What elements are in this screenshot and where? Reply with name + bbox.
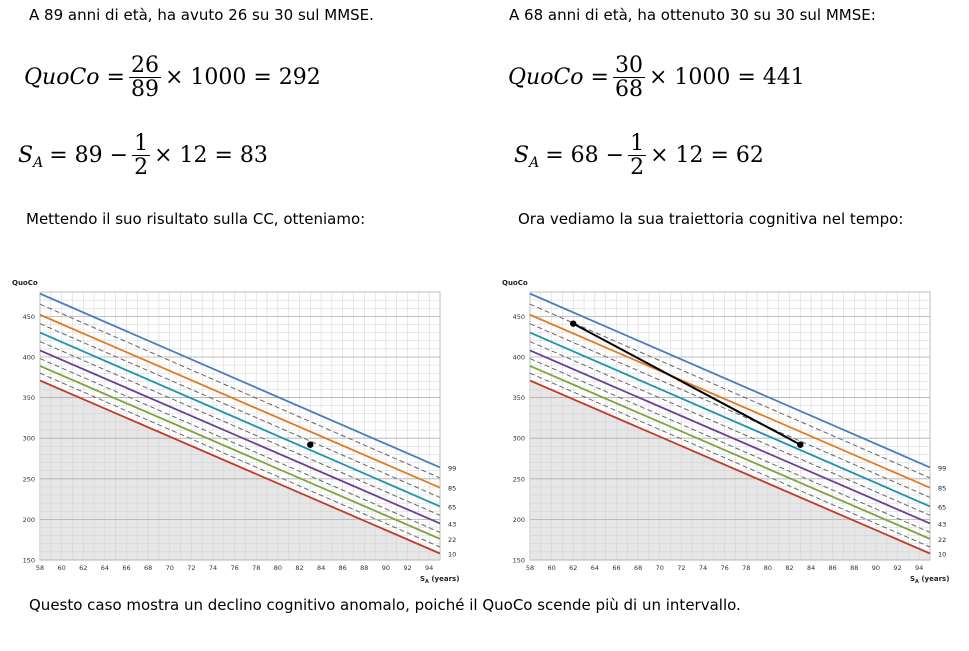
sa-subscript: A <box>529 154 540 171</box>
fraction-numerator: 26 <box>130 53 159 78</box>
x-tick-label: 66 <box>122 564 131 572</box>
x-tick-label: 84 <box>806 564 816 572</box>
x-tick-label: 86 <box>338 564 347 572</box>
x-tick-label: 94 <box>425 564 434 572</box>
x-tick-label: 88 <box>850 564 859 572</box>
x-tick-label: 68 <box>143 564 153 572</box>
x-tick-label: 74 <box>208 564 218 572</box>
x-tick-label: 78 <box>252 564 261 572</box>
x-tick-label: 60 <box>547 564 556 572</box>
sa-symbol: S <box>514 143 530 169</box>
x-tick-label: 74 <box>698 564 708 572</box>
equals-sign: = <box>583 65 609 91</box>
percentile-label: 10 <box>448 550 457 559</box>
fraction <box>628 132 646 179</box>
fraction-numerator: 30 <box>614 53 643 78</box>
percentile-label: 22 <box>938 535 947 544</box>
x-axis-label: $S_A$ (years) <box>910 575 950 585</box>
percentile-label: 85 <box>938 484 947 493</box>
x-tick-label: 76 <box>230 564 239 572</box>
x-tick-label: 90 <box>381 564 391 572</box>
quoco-symbol: QuoCo <box>24 65 100 91</box>
y-tick-label: 300 <box>22 434 35 443</box>
x-tick-label: 66 <box>612 564 621 572</box>
fraction-numerator: 1 <box>630 131 645 156</box>
x-tick-label: 82 <box>785 564 794 572</box>
left-caption: Mettendo il suo risultato sulla CC, otteniamo: <box>26 210 366 228</box>
fraction-denominator: 2 <box>134 155 149 181</box>
x-tick-label: 80 <box>763 564 772 572</box>
x-tick-label: 64 <box>590 564 600 572</box>
y-tick-label: 150 <box>22 556 35 565</box>
x-tick-label: 68 <box>633 564 643 572</box>
x-tick-label: 80 <box>273 564 282 572</box>
cognitive-chart-right <box>500 270 969 590</box>
percentile-label: 65 <box>448 503 457 512</box>
x-tick-label: 82 <box>295 564 304 572</box>
x-tick-label: 62 <box>569 564 578 572</box>
equation-tail: × 1000 = 441 <box>648 65 805 91</box>
x-tick-label: 60 <box>57 564 66 572</box>
fraction-numerator: 1 <box>134 131 149 156</box>
y-tick-label: 200 <box>22 515 35 524</box>
right-heading: A 68 anni di età, ha ottenuto 30 su 30 sul MMSE: <box>509 6 876 24</box>
y-tick-label: 400 <box>22 353 35 362</box>
x-tick-label: 92 <box>893 564 902 572</box>
x-tick-label: 70 <box>655 564 664 572</box>
fraction-denominator: 2 <box>630 155 645 181</box>
percentile-label: 43 <box>448 520 457 529</box>
percentile-label: 43 <box>938 520 947 529</box>
fraction-denominator: 89 <box>130 77 159 103</box>
sa-subscript: A <box>33 154 44 171</box>
conclusion-text: Questo caso mostra un declino cognitivo anomalo, poiché il QuoCo scende più di un intervallo. <box>29 596 741 614</box>
y-tick-label: 400 <box>512 353 525 362</box>
percentile-label: 99 <box>448 464 457 473</box>
x-tick-label: 92 <box>403 564 412 572</box>
x-tick-label: 72 <box>187 564 196 572</box>
right-quoco-equation <box>508 54 805 101</box>
x-tick-label: 62 <box>79 564 88 572</box>
equation-middle: = 89 − <box>49 143 129 169</box>
x-tick-label: 72 <box>677 564 686 572</box>
x-tick-label: 84 <box>316 564 326 572</box>
percentile-label: 65 <box>938 503 947 512</box>
x-tick-label: 78 <box>742 564 751 572</box>
y-axis-label: QuoCo <box>12 279 38 287</box>
left-sa-equation <box>18 132 268 179</box>
percentile-label: 10 <box>938 550 947 559</box>
y-tick-label: 250 <box>22 475 35 484</box>
y-tick-label: 450 <box>22 312 35 321</box>
x-tick-label: 94 <box>915 564 924 572</box>
x-axis-label: $S_A$ (years) <box>420 575 460 585</box>
y-tick-label: 150 <box>512 556 525 565</box>
sa-symbol: S <box>18 143 34 169</box>
x-tick-label: 90 <box>871 564 881 572</box>
right-sa-equation <box>514 132 764 179</box>
y-tick-label: 300 <box>512 434 525 443</box>
x-tick-label: 76 <box>720 564 729 572</box>
percentile-label: 22 <box>448 535 457 544</box>
left-heading: A 89 anni di età, ha avuto 26 su 30 sul MMSE. <box>29 6 374 24</box>
x-tick-label: 58 <box>35 564 45 572</box>
data-point <box>307 441 313 447</box>
x-tick-label: 88 <box>360 564 369 572</box>
y-tick-label: 350 <box>512 394 525 403</box>
y-tick-label: 200 <box>512 515 525 524</box>
data-point <box>570 320 576 326</box>
quoco-symbol: QuoCo <box>508 65 584 91</box>
x-tick-label: 86 <box>828 564 837 572</box>
y-tick-label: 250 <box>512 475 525 484</box>
right-caption: Ora vediamo la sua traiettoria cognitiva nel tempo: <box>518 210 904 228</box>
percentile-label: 99 <box>938 464 947 473</box>
fraction-denominator: 68 <box>614 77 643 103</box>
equation-tail: × 12 = 62 <box>650 143 764 169</box>
equals-sign: = <box>99 65 125 91</box>
x-tick-label: 58 <box>525 564 535 572</box>
y-axis-label: QuoCo <box>502 279 528 287</box>
x-tick-label: 70 <box>165 564 174 572</box>
x-tick-label: 64 <box>100 564 110 572</box>
fraction <box>132 132 150 179</box>
fraction <box>129 54 161 101</box>
fraction <box>613 54 645 101</box>
left-quoco-equation <box>24 54 321 101</box>
y-tick-label: 450 <box>512 312 525 321</box>
y-tick-label: 350 <box>22 394 35 403</box>
cognitive-chart-left <box>10 270 480 590</box>
equation-tail: × 1000 = 292 <box>164 65 321 91</box>
equation-middle: = 68 − <box>545 143 625 169</box>
data-point <box>797 441 803 447</box>
percentile-label: 85 <box>448 484 457 493</box>
equation-tail: × 12 = 83 <box>154 143 268 169</box>
